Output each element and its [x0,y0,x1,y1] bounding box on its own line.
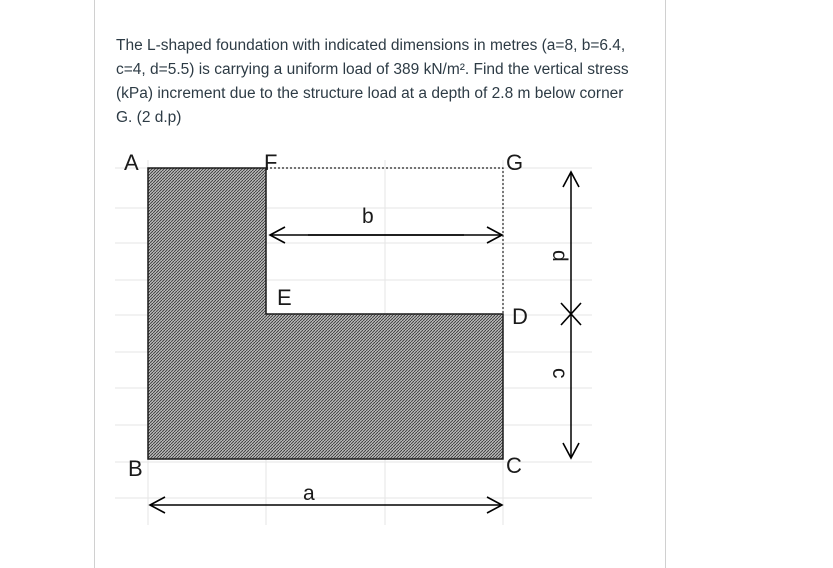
question-line-4: G. (2 d.p) [116,109,182,126]
point-label-e: E [277,285,292,310]
point-label-f: F [264,150,278,175]
dimension-label-a: a [303,482,315,505]
point-label-d: D [512,304,528,329]
point-label-c: C [506,453,522,478]
question-line-3: (kPa) increment due to the structure load at a depth of 2.8 m below corner [116,85,624,102]
point-label-a: A [124,150,139,175]
dimension-label-d: d [548,250,571,262]
l-shaped-foundation [148,168,503,459]
question-line-2: c=4, d=5.5) is carrying a uniform load of 389 kN/m². Find the vertical stress [116,61,629,78]
question-line-1: The L-shaped foundation with indicated dimensions in metres (a=8, b=6.4, [116,37,626,54]
dimension-label-c: c [548,368,571,379]
dimension-label-b: b [362,205,374,228]
point-label-b: B [128,456,143,481]
point-label-g: G [506,150,524,175]
